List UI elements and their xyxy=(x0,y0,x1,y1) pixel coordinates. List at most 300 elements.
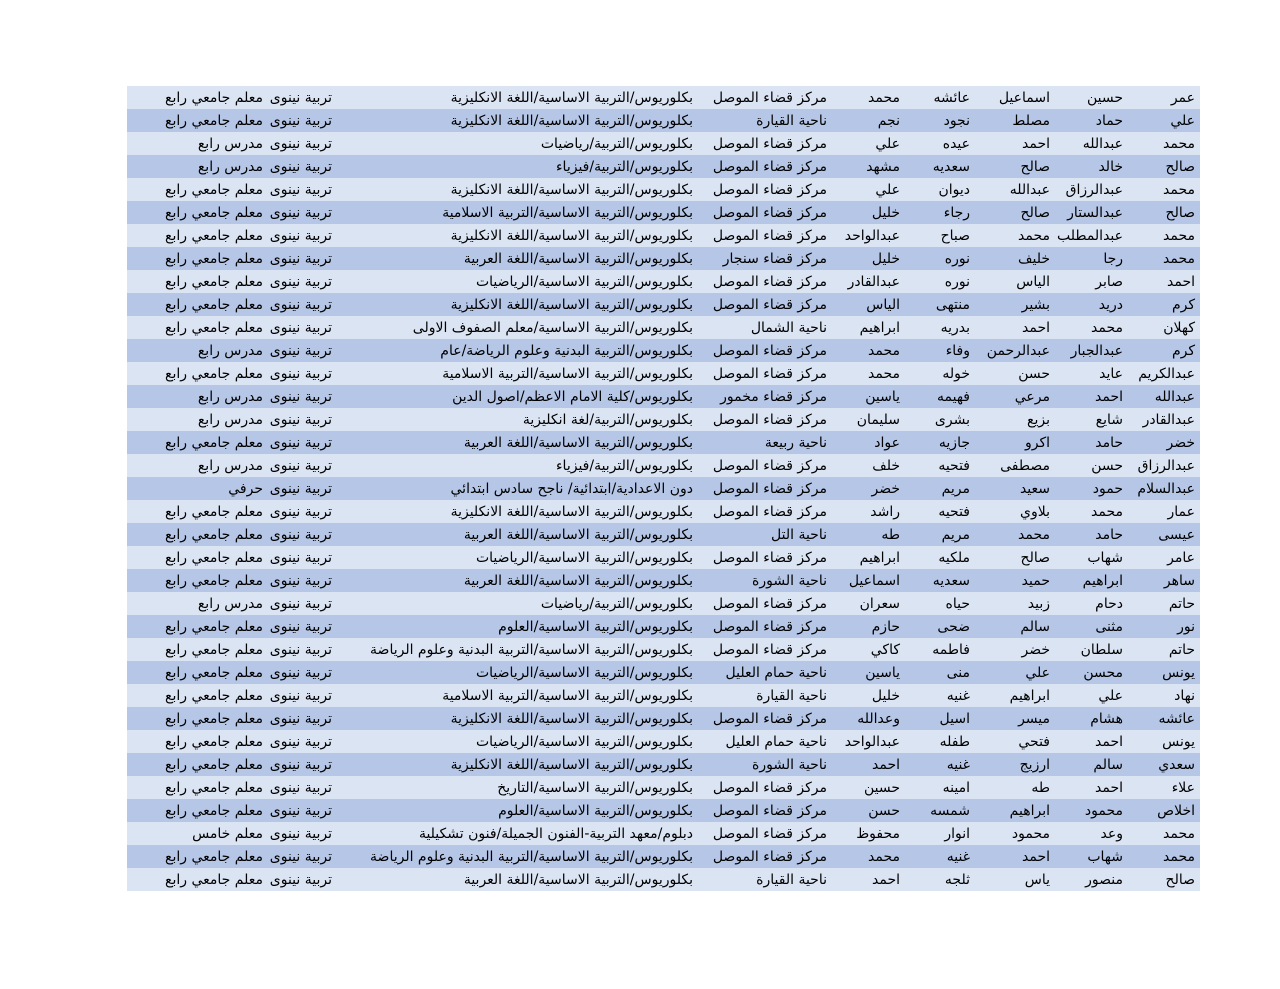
cell-father-name: عبدالرزاق xyxy=(1065,182,1123,198)
cell-mother-name: انوار xyxy=(944,826,970,842)
cell-directorate: تربية نينوى xyxy=(269,481,332,497)
cell-qualification: بكلوريوس/التربية الاساسية/التاريخ xyxy=(497,780,693,796)
cell-district: ناحية القيارة xyxy=(756,688,827,704)
cell-father-name: احمد xyxy=(1095,734,1123,750)
table-row xyxy=(127,845,1200,868)
cell-grandfather-name: صالح xyxy=(1020,205,1050,221)
cell-directorate: تربية نينوى xyxy=(269,274,332,290)
cell-mother-father-name: احمد xyxy=(872,757,900,773)
cell-job-title: مدرس رابع xyxy=(197,343,263,359)
cell-directorate: تربية نينوى xyxy=(269,435,332,451)
cell-first-name: اخلاص xyxy=(1157,803,1195,819)
table-row xyxy=(127,822,1200,845)
cell-district: مركز قضاء الموصل xyxy=(712,619,827,635)
table-row xyxy=(127,408,1200,431)
cell-mother-father-name: محمد xyxy=(868,366,900,382)
cell-job-title: معلم جامعي رابع xyxy=(165,504,263,520)
cell-job-title: معلم جامعي رابع xyxy=(165,320,263,336)
table-row xyxy=(127,224,1200,247)
cell-district: مركز قضاء الموصل xyxy=(712,228,827,244)
cell-district: مركز قضاء الموصل xyxy=(712,504,827,520)
cell-first-name: علي xyxy=(1170,113,1195,129)
cell-qualification: بكلوريوس/التربية الاساسية/اللغة العربية xyxy=(463,527,693,543)
cell-mother-father-name: عواد xyxy=(874,435,900,451)
cell-district: مركز قضاء الموصل xyxy=(712,803,827,819)
cell-father-name: خالد xyxy=(1098,159,1123,175)
cell-mother-name: فتحيه xyxy=(938,504,970,520)
cell-district: ناحية القيارة xyxy=(756,113,827,129)
cell-grandfather-name: ياس xyxy=(1024,872,1050,888)
cell-father-name: حمود xyxy=(1092,481,1123,497)
cell-qualification: بكلوريوس/التربية/لغة انكليزية xyxy=(522,412,693,428)
cell-mother-father-name: علي xyxy=(875,136,900,152)
table-row xyxy=(127,546,1200,569)
cell-first-name: احمد xyxy=(1167,274,1195,290)
cell-father-name: شهاب xyxy=(1087,550,1123,566)
cell-first-name: عيسى xyxy=(1158,527,1195,543)
cell-mother-name: سعديه xyxy=(932,573,970,589)
cell-mother-father-name: سعران xyxy=(859,596,900,612)
table-row xyxy=(127,753,1200,776)
cell-district: مركز قضاء الموصل xyxy=(712,826,827,842)
cell-district: مركز قضاء الموصل xyxy=(712,274,827,290)
cell-qualification: بكلوريوس/التربية الاساسية/التربية الاسلامية xyxy=(442,205,693,221)
cell-qualification: دون الاعدادية/ابتدائية/ ناجح سادس ابتدائي xyxy=(450,481,693,497)
cell-first-name: عامر xyxy=(1167,550,1195,566)
cell-qualification: بكلوريوس/التربية الاساسية/الرياضيات xyxy=(475,665,693,681)
cell-qualification: بكلوريوس/التربية الاساسية/اللغة الانكليزية xyxy=(450,90,693,106)
cell-qualification: بكلوريوس/التربية الاساسية/العلوم xyxy=(498,803,693,819)
cell-job-title: معلم جامعي رابع xyxy=(165,734,263,750)
cell-qualification: بكلوريوس/التربية الاساسية/اللغة العربية xyxy=(463,435,693,451)
cell-mother-name: اسيل xyxy=(939,711,970,727)
cell-mother-father-name: سليمان xyxy=(856,412,900,428)
cell-job-title: حرفي xyxy=(228,481,263,497)
cell-district: مركز قضاء الموصل xyxy=(712,297,827,313)
cell-first-name: محمد xyxy=(1163,849,1195,865)
cell-grandfather-name: مرعي xyxy=(1014,389,1050,405)
cell-mother-father-name: ياسين xyxy=(865,389,900,405)
cell-mother-father-name: محمد xyxy=(868,849,900,865)
table-row xyxy=(127,776,1200,799)
cell-job-title: معلم جامعي رابع xyxy=(165,688,263,704)
cell-mother-name: طفله xyxy=(939,734,970,750)
cell-directorate: تربية نينوى xyxy=(269,849,332,865)
cell-district: مركز قضاء الموصل xyxy=(712,366,827,382)
cell-mother-name: وفاء xyxy=(945,343,970,359)
cell-mother-father-name: عبدالواحد xyxy=(844,228,900,244)
table-row xyxy=(127,362,1200,385)
cell-mother-father-name: ابراهيم xyxy=(859,320,900,336)
cell-father-name: سالم xyxy=(1093,757,1123,773)
table-row xyxy=(127,707,1200,730)
cell-qualification: بكلوريوس/التربية الاساسية/اللغة العربية xyxy=(463,573,693,589)
cell-mother-name: نجود xyxy=(943,113,970,129)
table-row xyxy=(127,339,1200,362)
cell-father-name: وعد xyxy=(1100,826,1123,842)
cell-mother-father-name: راشد xyxy=(870,504,900,520)
cell-qualification: بكلوريوس/التربية الاساسية/اللغة العربية xyxy=(463,872,693,888)
cell-district: مركز قضاء الموصل xyxy=(712,182,827,198)
cell-mother-father-name: اسماعيل xyxy=(848,573,900,589)
cell-district: مركز قضاء الموصل xyxy=(712,711,827,727)
cell-father-name: شايع xyxy=(1095,412,1123,428)
cell-directorate: تربية نينوى xyxy=(269,527,332,543)
cell-job-title: معلم جامعي رابع xyxy=(165,849,263,865)
cell-directorate: تربية نينوى xyxy=(269,826,332,842)
cell-qualification: بكلوريوس/التربية الاساسية/اللغة الانكليزية xyxy=(450,504,693,520)
cell-mother-father-name: ياسين xyxy=(865,665,900,681)
cell-father-name: محمد xyxy=(1091,320,1123,336)
cell-mother-father-name: محفوظ xyxy=(856,826,900,842)
cell-qualification: بكلوريوس/التربية البدنية وعلوم الرياضة/عام xyxy=(440,343,693,359)
cell-district: مركز قضاء الموصل xyxy=(712,849,827,865)
table-row xyxy=(127,109,1200,132)
cell-grandfather-name: ابراهيم xyxy=(1009,803,1050,819)
table-row xyxy=(127,155,1200,178)
cell-grandfather-name: عبدالرحمن xyxy=(986,343,1050,359)
cell-father-name: احمد xyxy=(1095,389,1123,405)
cell-qualification: بكلوريوس/التربية الاساسية/اللغة الانكليزية xyxy=(450,228,693,244)
cell-grandfather-name: بزيع xyxy=(1027,412,1050,428)
cell-grandfather-name: سالم xyxy=(1020,619,1050,635)
cell-directorate: تربية نينوى xyxy=(269,182,332,198)
cell-father-name: محمود xyxy=(1084,803,1123,819)
table-row xyxy=(127,454,1200,477)
cell-first-name: نهاد xyxy=(1174,688,1195,704)
cell-mother-name: رجاء xyxy=(943,205,970,221)
cell-job-title: معلم جامعي رابع xyxy=(165,274,263,290)
cell-directorate: تربية نينوى xyxy=(269,780,332,796)
cell-grandfather-name: ابراهيم xyxy=(1009,688,1050,704)
cell-directorate: تربية نينوى xyxy=(269,136,332,152)
cell-father-name: رجا xyxy=(1103,251,1123,267)
cell-first-name: سعدي xyxy=(1158,757,1195,773)
table-row xyxy=(127,500,1200,523)
table-row xyxy=(127,201,1200,224)
cell-first-name: نور xyxy=(1177,619,1195,635)
cell-directorate: تربية نينوى xyxy=(269,619,332,635)
cell-father-name: حماد xyxy=(1095,113,1123,129)
cell-directorate: تربية نينوى xyxy=(269,228,332,244)
cell-grandfather-name: فتحي xyxy=(1018,734,1050,750)
cell-mother-father-name: ابراهيم xyxy=(859,550,900,566)
table-row xyxy=(127,868,1200,891)
cell-first-name: عبدالكريم xyxy=(1138,366,1195,382)
cell-job-title: معلم جامعي رابع xyxy=(165,573,263,589)
cell-father-name: محسن xyxy=(1083,665,1123,681)
cell-district: ناحية حمام العليل xyxy=(725,734,827,750)
cell-mother-father-name: محمد xyxy=(868,90,900,106)
cell-directorate: تربية نينوى xyxy=(269,803,332,819)
table-row xyxy=(127,431,1200,454)
cell-qualification: بكلوريوس/التربية الاساسية/اللغة الانكليزية xyxy=(450,711,693,727)
cell-grandfather-name: اسماعيل xyxy=(998,90,1050,106)
cell-mother-father-name: خليل xyxy=(871,251,900,267)
cell-qualification: بكلوريوس/التربية الاساسية/الرياضيات xyxy=(475,734,693,750)
cell-mother-father-name: احمد xyxy=(872,872,900,888)
cell-qualification: بكلوريوس/التربية الاساسية/التربية البدنية وعلوم الرياضة xyxy=(370,849,693,865)
cell-mother-name: سعديه xyxy=(932,159,970,175)
cell-job-title: مدرس رابع xyxy=(197,389,263,405)
cell-father-name: احمد xyxy=(1095,780,1123,796)
cell-mother-name: منتهى xyxy=(935,297,970,313)
cell-first-name: محمد xyxy=(1163,826,1195,842)
table-row xyxy=(127,178,1200,201)
cell-grandfather-name: صالح xyxy=(1020,159,1050,175)
cell-mother-name: مريم xyxy=(941,481,970,497)
cell-mother-father-name: عبدالقادر xyxy=(847,274,900,290)
cell-mother-father-name: محمد xyxy=(868,343,900,359)
cell-job-title: معلم جامعي رابع xyxy=(165,297,263,313)
cell-mother-name: مريم xyxy=(941,527,970,543)
table-row xyxy=(127,799,1200,822)
cell-district: مركز قضاء الموصل xyxy=(712,596,827,612)
cell-first-name: محمد xyxy=(1163,136,1195,152)
cell-grandfather-name: ميسر xyxy=(1018,711,1050,727)
cell-first-name: صالح xyxy=(1165,205,1195,221)
cell-job-title: معلم جامعي رابع xyxy=(165,205,263,221)
cell-first-name: محمد xyxy=(1163,251,1195,267)
cell-district: ناحية التل xyxy=(771,527,827,543)
cell-grandfather-name: زبيد xyxy=(1027,596,1050,612)
cell-mother-name: نوره xyxy=(944,251,970,267)
cell-father-name: عبدالستار xyxy=(1067,205,1123,221)
cell-first-name: يونس xyxy=(1162,734,1195,750)
table-row xyxy=(127,385,1200,408)
cell-directorate: تربية نينوى xyxy=(269,550,332,566)
cell-father-name: عبدالمطلب xyxy=(1056,228,1123,244)
employee-table xyxy=(127,86,1200,891)
cell-mother-name: غنيه xyxy=(946,688,970,704)
cell-mother-name: نوره xyxy=(944,274,970,290)
cell-mother-name: امينه xyxy=(942,780,970,796)
cell-grandfather-name: ارزيج xyxy=(1019,757,1050,773)
cell-first-name: عبدالرزاق xyxy=(1137,458,1195,474)
cell-grandfather-name: الياس xyxy=(1016,274,1050,290)
cell-job-title: معلم جامعي رابع xyxy=(165,113,263,129)
cell-mother-father-name: عبدالواحد xyxy=(844,734,900,750)
cell-directorate: تربية نينوى xyxy=(269,872,332,888)
cell-father-name: صابر xyxy=(1095,274,1123,290)
cell-mother-name: حياه xyxy=(945,596,970,612)
cell-district: مركز قضاء مخمور xyxy=(720,389,827,405)
cell-job-title: معلم جامعي رابع xyxy=(165,872,263,888)
cell-job-title: مدرس رابع xyxy=(197,412,263,428)
cell-grandfather-name: عبدالله xyxy=(1009,182,1050,198)
cell-job-title: معلم جامعي رابع xyxy=(165,251,263,267)
cell-mother-name: ديوان xyxy=(938,182,970,198)
cell-directorate: تربية نينوى xyxy=(269,665,332,681)
cell-qualification: بكلوريوس/التربية الاساسية/اللغة العربية xyxy=(463,251,693,267)
cell-grandfather-name: مصطفى xyxy=(1000,458,1050,474)
cell-mother-name: عيده xyxy=(942,136,970,152)
cell-grandfather-name: خضر xyxy=(1021,642,1050,658)
cell-district: ناحية الشورة xyxy=(752,573,827,589)
cell-father-name: دحام xyxy=(1095,596,1123,612)
cell-job-title: معلم جامعي رابع xyxy=(165,619,263,635)
cell-mother-father-name: نجم xyxy=(877,113,900,129)
cell-directorate: تربية نينوى xyxy=(269,642,332,658)
cell-directorate: تربية نينوى xyxy=(269,320,332,336)
cell-grandfather-name: خليف xyxy=(1017,251,1050,267)
cell-job-title: معلم جامعي رابع xyxy=(165,182,263,198)
cell-district: مركز قضاء الموصل xyxy=(712,642,827,658)
cell-job-title: معلم جامعي رابع xyxy=(165,711,263,727)
table-row xyxy=(127,247,1200,270)
cell-qualification: بكلوريوس/التربية الاساسية/الرياضيات xyxy=(475,550,693,566)
cell-qualification: دبلوم/معهد التربية-الفنون الجميلة/فنون تشكيلية xyxy=(418,826,693,842)
cell-grandfather-name: احمد xyxy=(1022,849,1050,865)
table-row xyxy=(127,661,1200,684)
cell-district: مركز قضاء الموصل xyxy=(712,550,827,566)
cell-father-name: حامد xyxy=(1095,527,1123,543)
cell-directorate: تربية نينوى xyxy=(269,90,332,106)
cell-mother-name: صباح xyxy=(940,228,970,244)
cell-district: مركز قضاء الموصل xyxy=(712,159,827,175)
cell-district: مركز قضاء سنجار xyxy=(722,251,827,267)
cell-qualification: بكلوريوس/التربية الاساسية/اللغة الانكليزية xyxy=(450,757,693,773)
table-row xyxy=(127,132,1200,155)
cell-father-name: هشام xyxy=(1090,711,1123,727)
cell-father-name: سلطان xyxy=(1080,642,1123,658)
cell-qualification: بكلوريوس/التربية الاساسية/اللغة الانكليزية xyxy=(450,297,693,313)
cell-first-name: صالح xyxy=(1165,872,1195,888)
cell-directorate: تربية نينوى xyxy=(269,251,332,267)
cell-father-name: ابراهيم xyxy=(1082,573,1123,589)
cell-job-title: معلم جامعي رابع xyxy=(165,780,263,796)
cell-qualification: بكلوريوس/التربية الاساسية/التربية الاسلامية xyxy=(442,688,693,704)
cell-mother-father-name: خضر xyxy=(871,481,900,497)
cell-mother-father-name: مشهد xyxy=(866,159,900,175)
cell-first-name: خضر xyxy=(1166,435,1195,451)
cell-first-name: كرم xyxy=(1171,343,1195,359)
cell-directorate: تربية نينوى xyxy=(269,458,332,474)
cell-grandfather-name: صالح xyxy=(1020,550,1050,566)
cell-grandfather-name: احمد xyxy=(1022,320,1050,336)
cell-directorate: تربية نينوى xyxy=(269,711,332,727)
cell-grandfather-name: علي xyxy=(1025,665,1050,681)
cell-grandfather-name: محمود xyxy=(1011,826,1050,842)
cell-first-name: عبدالله xyxy=(1154,389,1195,405)
cell-grandfather-name: احمد xyxy=(1022,136,1050,152)
cell-father-name: دريد xyxy=(1098,297,1123,313)
cell-directorate: تربية نينوى xyxy=(269,573,332,589)
cell-directorate: تربية نينوى xyxy=(269,734,332,750)
cell-grandfather-name: بلاوي xyxy=(1020,504,1050,520)
cell-father-name: حسين xyxy=(1086,90,1123,106)
cell-grandfather-name: بشير xyxy=(1021,297,1050,313)
cell-job-title: معلم جامعي رابع xyxy=(165,90,263,106)
cell-qualification: بكلوريوس/التربية/فيزياء xyxy=(555,159,693,175)
cell-first-name: عمر xyxy=(1170,90,1195,106)
cell-district: مركز قضاء الموصل xyxy=(712,205,827,221)
cell-mother-father-name: طه xyxy=(881,527,900,543)
cell-directorate: تربية نينوى xyxy=(269,205,332,221)
cell-first-name: يونس xyxy=(1162,665,1195,681)
cell-qualification: بكلوريوس/التربية/رياضيات xyxy=(540,596,693,612)
cell-mother-father-name: الياس xyxy=(866,297,900,313)
cell-first-name: علاء xyxy=(1171,780,1195,796)
table-row xyxy=(127,86,1200,109)
cell-first-name: كرم xyxy=(1171,297,1195,313)
cell-district: مركز قضاء الموصل xyxy=(712,481,827,497)
cell-first-name: حاتم xyxy=(1168,642,1195,658)
cell-mother-name: خوله xyxy=(942,366,970,382)
table-row xyxy=(127,615,1200,638)
cell-grandfather-name: حسن xyxy=(1018,366,1050,382)
cell-first-name: حاتم xyxy=(1168,596,1195,612)
cell-mother-father-name: حازم xyxy=(871,619,900,635)
cell-directorate: تربية نينوى xyxy=(269,366,332,382)
table-row xyxy=(127,569,1200,592)
cell-qualification: بكلوريوس/التربية الاساسية/التربية البدنية وعلوم الرياضة xyxy=(370,642,693,658)
cell-qualification: بكلوريوس/التربية الاساسية/اللغة الانكليزية xyxy=(450,113,693,129)
cell-mother-father-name: حسين xyxy=(863,780,900,796)
cell-first-name: عمار xyxy=(1167,504,1195,520)
cell-first-name: محمد xyxy=(1163,182,1195,198)
cell-grandfather-name: طه xyxy=(1031,780,1050,796)
cell-job-title: مدرس رابع xyxy=(197,596,263,612)
cell-job-title: مدرس رابع xyxy=(197,136,263,152)
cell-mother-name: فاطمه xyxy=(932,642,970,658)
cell-job-title: مدرس رابع xyxy=(197,458,263,474)
cell-job-title: معلم جامعي رابع xyxy=(165,665,263,681)
cell-job-title: معلم جامعي رابع xyxy=(165,803,263,819)
cell-father-name: حامد xyxy=(1095,435,1123,451)
cell-directorate: تربية نينوى xyxy=(269,757,332,773)
cell-father-name: شهاب xyxy=(1087,849,1123,865)
cell-qualification: بكلوريوس/التربية الاساسية/العلوم xyxy=(498,619,693,635)
cell-qualification: بكلوريوس/كلية الامام الاعظم/اصول الدين xyxy=(452,389,693,405)
cell-mother-father-name: علي xyxy=(875,182,900,198)
cell-first-name: ساهر xyxy=(1163,573,1195,589)
cell-first-name: عبدالسلام xyxy=(1137,481,1195,497)
cell-district: ناحية القيارة xyxy=(756,872,827,888)
cell-grandfather-name: محمد xyxy=(1018,228,1050,244)
cell-mother-name: ثلجه xyxy=(944,872,970,888)
table-row xyxy=(127,293,1200,316)
cell-directorate: تربية نينوى xyxy=(269,688,332,704)
cell-district: ناحية ربيعة xyxy=(764,435,827,451)
cell-district: مركز قضاء الموصل xyxy=(712,780,827,796)
table-row xyxy=(127,477,1200,500)
cell-job-title: معلم جامعي رابع xyxy=(165,757,263,773)
cell-job-title: مدرس رابع xyxy=(197,159,263,175)
cell-mother-name: بدريه xyxy=(940,320,970,336)
cell-mother-name: فتحيه xyxy=(938,458,970,474)
cell-father-name: حسن xyxy=(1091,458,1123,474)
cell-mother-name: بشرى xyxy=(934,412,970,428)
cell-father-name: منصور xyxy=(1085,872,1123,888)
cell-district: مركز قضاء الموصل xyxy=(712,136,827,152)
cell-first-name: صالح xyxy=(1165,159,1195,175)
table-row xyxy=(127,638,1200,661)
cell-grandfather-name: حميد xyxy=(1021,573,1050,589)
cell-mother-father-name: خليل xyxy=(871,688,900,704)
cell-directorate: تربية نينوى xyxy=(269,596,332,612)
cell-job-title: معلم خامس xyxy=(192,826,263,842)
table-row xyxy=(127,316,1200,339)
cell-father-name: علي xyxy=(1098,688,1123,704)
cell-directorate: تربية نينوى xyxy=(269,389,332,405)
cell-directorate: تربية نينوى xyxy=(269,159,332,175)
cell-grandfather-name: محمد xyxy=(1018,527,1050,543)
cell-job-title: معلم جامعي رابع xyxy=(165,228,263,244)
cell-directorate: تربية نينوى xyxy=(269,412,332,428)
cell-first-name: محمد xyxy=(1163,228,1195,244)
cell-father-name: عبدالله xyxy=(1082,136,1123,152)
